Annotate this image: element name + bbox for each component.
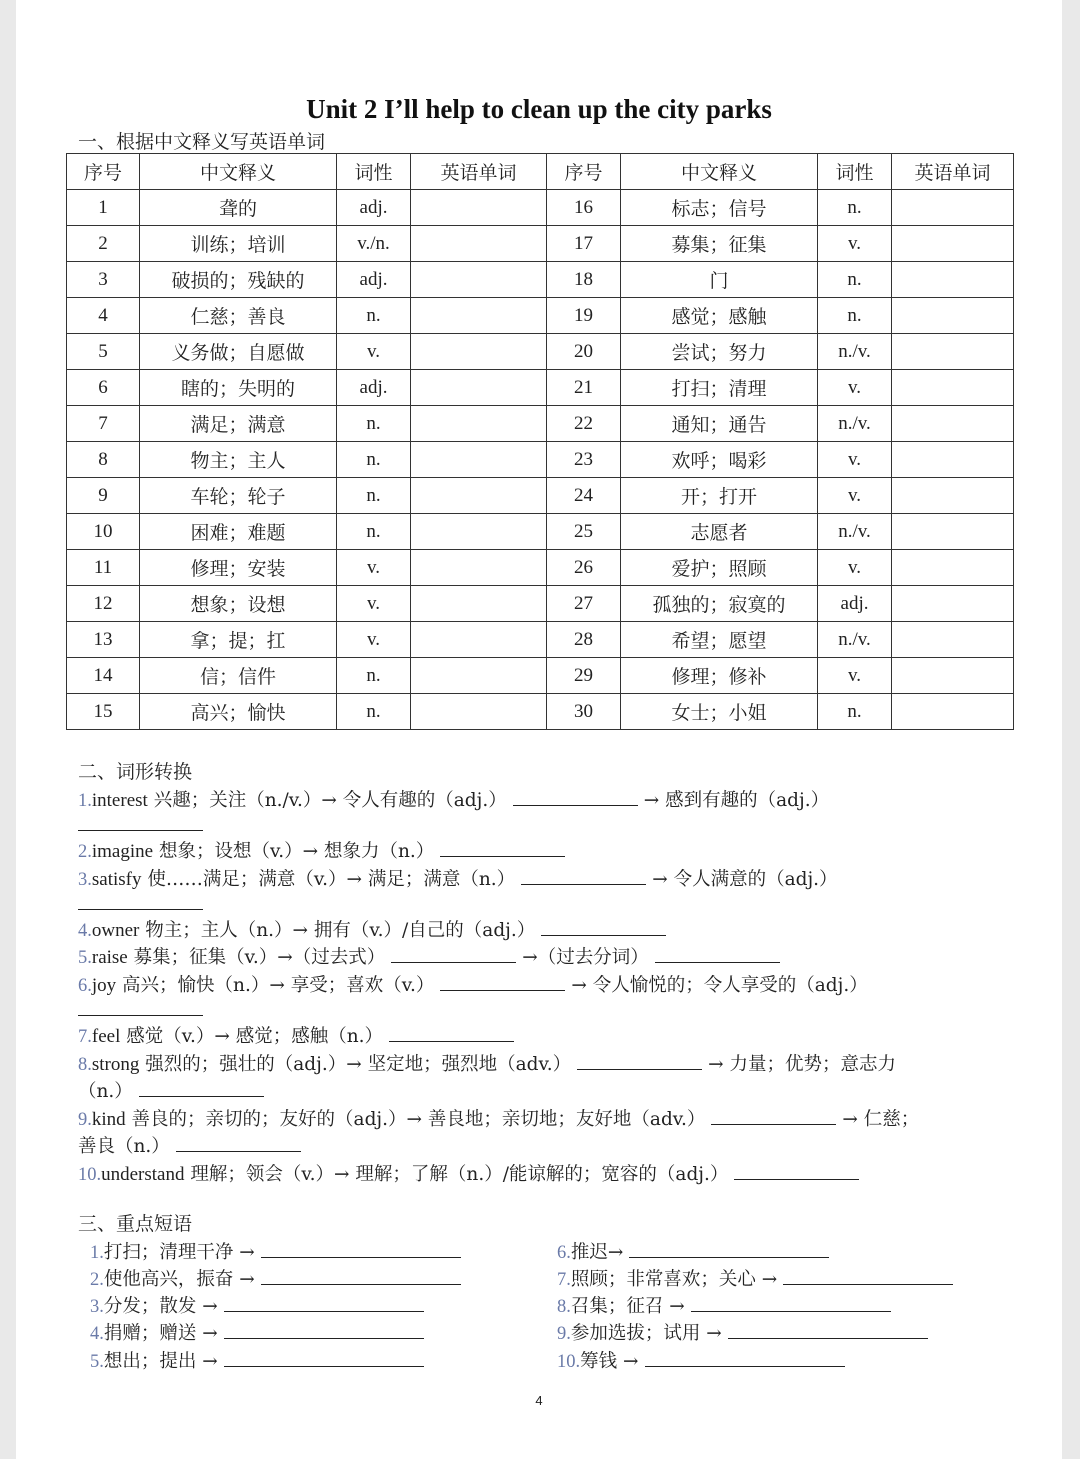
item-index: 2. [90, 1270, 104, 1290]
part-of-speech: n./v. [818, 514, 892, 550]
conversion-item-5 [78, 943, 786, 969]
row-number: 24 [547, 478, 621, 514]
english-word-answer[interactable] [411, 262, 547, 298]
item-text: 高兴；愉快（n.）→ 享受；喜欢（v.） [116, 975, 435, 996]
item-word: understand [101, 1164, 185, 1185]
item-word: imagine [91, 841, 154, 862]
answer-blank[interactable] [78, 999, 203, 1016]
english-word-answer[interactable] [411, 658, 547, 694]
row-number: 5 [67, 334, 140, 370]
phrase-item-2 [90, 1265, 467, 1291]
answer-blank[interactable] [711, 1108, 836, 1125]
english-word-answer[interactable] [411, 190, 547, 226]
row-number: 8 [67, 442, 140, 478]
item-word: strong [91, 1054, 140, 1075]
part-of-speech: n. [337, 442, 411, 478]
part-of-speech: n. [818, 298, 892, 334]
chinese-meaning: 高兴；愉快 [140, 694, 337, 730]
chinese-meaning: 仁慈；善良 [140, 298, 337, 334]
chinese-meaning: 打扫；清理 [621, 370, 818, 406]
item-text: → 令人满意的（adj.） [652, 869, 838, 890]
phrase-item-3 [90, 1292, 430, 1318]
chinese-meaning: 通知；通告 [621, 406, 818, 442]
table-row [67, 694, 1014, 730]
chinese-meaning: 修理；修补 [621, 658, 818, 694]
row-number: 29 [547, 658, 621, 694]
row-number: 14 [67, 658, 140, 694]
item-word: joy [91, 975, 117, 996]
row-number: 28 [547, 622, 621, 658]
item-word: feel [91, 1026, 121, 1047]
answer-blank[interactable] [78, 814, 203, 831]
part-of-speech: v. [337, 586, 411, 622]
english-word-answer[interactable] [411, 514, 547, 550]
item-text: 想象；设想（v.）→ 想象力（n.） [153, 841, 435, 862]
answer-blank[interactable] [261, 1268, 461, 1285]
english-word-answer[interactable] [892, 694, 1014, 730]
answer-blank[interactable] [629, 1241, 829, 1258]
row-number: 21 [547, 370, 621, 406]
part-of-speech: v. [818, 550, 892, 586]
part-of-speech: v. [337, 334, 411, 370]
table-row [67, 622, 1014, 658]
chinese-meaning: 信；信件 [140, 658, 337, 694]
answer-blank[interactable] [541, 919, 666, 936]
answer-blank[interactable] [440, 974, 565, 991]
phrase-item-4 [90, 1319, 430, 1345]
english-word-answer[interactable] [892, 478, 1014, 514]
conversion-item-2 [78, 837, 571, 863]
part-of-speech: v. [818, 370, 892, 406]
item-index: 5. [78, 948, 92, 968]
item-index: 6. [557, 1243, 571, 1263]
conversion-item-4 [78, 916, 672, 942]
conversion-item-8 [78, 1050, 896, 1076]
chinese-meaning: 训练；培训 [140, 226, 337, 262]
table-row [67, 298, 1014, 334]
english-word-answer[interactable] [892, 370, 1014, 406]
conversion-item-3 [78, 865, 838, 891]
phrase-text: 照顾；非常喜欢；关心 → [570, 1269, 778, 1290]
conversion-item-6 [78, 971, 868, 997]
answer-blank[interactable] [440, 840, 565, 857]
header-cell: 序号 [67, 154, 140, 190]
row-number: 9 [67, 478, 140, 514]
phrase-text: 筹钱 → [580, 1351, 639, 1372]
phrase-item-6 [557, 1238, 835, 1264]
chinese-meaning: 欢呼；喝彩 [621, 442, 818, 478]
english-word-answer[interactable] [892, 586, 1014, 622]
part-of-speech: n./v. [818, 406, 892, 442]
answer-blank[interactable] [78, 893, 203, 910]
chinese-meaning: 困难；难题 [140, 514, 337, 550]
item-index: 7. [557, 1270, 571, 1290]
item-index: 1. [90, 1243, 104, 1263]
english-word-answer[interactable] [411, 694, 547, 730]
row-number: 12 [67, 586, 140, 622]
english-word-answer[interactable] [411, 622, 547, 658]
item-text: → 力量；优势；意志力 [708, 1054, 897, 1075]
answer-blank[interactable] [389, 1025, 514, 1042]
answer-blank[interactable] [261, 1241, 461, 1258]
chinese-meaning: 瞎的；失明的 [140, 370, 337, 406]
row-number: 6 [67, 370, 140, 406]
part-of-speech: n. [818, 694, 892, 730]
row-number: 11 [67, 550, 140, 586]
answer-blank[interactable] [783, 1268, 953, 1285]
conversion-item-3-continued [78, 893, 209, 915]
part-of-speech: v. [818, 478, 892, 514]
item-text: → 仁慈； [842, 1109, 920, 1130]
english-word-answer[interactable] [892, 622, 1014, 658]
chinese-meaning: 女士；小姐 [621, 694, 818, 730]
phrase-text: 捐赠；赠送 → [103, 1323, 218, 1344]
item-text: 兴趣；关注（n./v.）→ 令人有趣的（adj.） [147, 790, 507, 811]
answer-blank[interactable] [645, 1350, 845, 1367]
part-of-speech: v. [818, 658, 892, 694]
english-word-answer[interactable] [411, 550, 547, 586]
answer-blank[interactable] [734, 1163, 859, 1180]
item-index: 10. [78, 1165, 102, 1185]
answer-blank[interactable] [655, 946, 780, 963]
item-word: raise [91, 947, 128, 968]
conversion-item-6-continued [78, 999, 209, 1021]
item-word: interest [91, 790, 148, 811]
item-index: 7. [78, 1027, 92, 1047]
item-index: 8. [557, 1297, 571, 1317]
row-number: 10 [67, 514, 140, 550]
chinese-meaning: 车轮；轮子 [140, 478, 337, 514]
english-word-answer[interactable] [411, 298, 547, 334]
row-number: 3 [67, 262, 140, 298]
english-word-answer[interactable] [411, 334, 547, 370]
item-text: →（过去分词） [522, 947, 649, 968]
table-row [67, 334, 1014, 370]
row-number: 16 [547, 190, 621, 226]
part-of-speech: n. [337, 514, 411, 550]
row-number: 17 [547, 226, 621, 262]
table-row [67, 190, 1014, 226]
row-number: 2 [67, 226, 140, 262]
header-cell: 序号 [547, 154, 621, 190]
part-of-speech: n./v. [818, 622, 892, 658]
row-number: 4 [67, 298, 140, 334]
item-word: owner [91, 920, 140, 941]
row-number: 20 [547, 334, 621, 370]
item-text: 募集；征集（v.）→（过去式） [127, 947, 386, 968]
row-number: 26 [547, 550, 621, 586]
chinese-meaning: 志愿者 [621, 514, 818, 550]
section1-heading: 一、根据中文释义写英语单词 [78, 131, 326, 153]
part-of-speech: n. [337, 406, 411, 442]
part-of-speech: v. [818, 442, 892, 478]
table-row [67, 442, 1014, 478]
part-of-speech: adj. [337, 190, 411, 226]
page-title: Unit 2 I’ll help to clean up the city parks [306, 94, 772, 124]
phrase-item-10 [557, 1347, 851, 1373]
table-row [67, 478, 1014, 514]
english-word-answer[interactable] [892, 550, 1014, 586]
chinese-meaning: 门 [621, 262, 818, 298]
phrase-item-5 [90, 1347, 430, 1373]
row-number: 13 [67, 622, 140, 658]
answer-blank[interactable] [224, 1295, 424, 1312]
chinese-meaning: 破损的；残缺的 [140, 262, 337, 298]
phrase-text: 推迟→ [570, 1242, 624, 1263]
item-index: 8. [78, 1055, 92, 1075]
chinese-meaning: 义务做；自愿做 [140, 334, 337, 370]
item-index: 4. [78, 921, 92, 941]
table-row [67, 406, 1014, 442]
item-index: 10. [557, 1352, 581, 1372]
item-text: 善良的；亲切的；友好的（adj.）→ 善良地；亲切地；友好地（adv.） [125, 1109, 706, 1130]
header-cell: 英语单词 [892, 154, 1014, 190]
row-number: 18 [547, 262, 621, 298]
chinese-meaning: 想象；设想 [140, 586, 337, 622]
answer-blank[interactable] [728, 1322, 928, 1339]
item-index: 1. [78, 791, 92, 811]
english-word-answer[interactable] [411, 226, 547, 262]
answer-blank[interactable] [691, 1295, 891, 1312]
conversion-item-1-continued [78, 814, 209, 836]
answer-blank[interactable] [224, 1350, 424, 1367]
row-number: 23 [547, 442, 621, 478]
english-word-answer[interactable] [411, 478, 547, 514]
chinese-meaning: 物主；主人 [140, 442, 337, 478]
phrase-text: 参加选拔；试用 → [570, 1323, 722, 1344]
chinese-meaning: 开；打开 [621, 478, 818, 514]
english-word-answer[interactable] [892, 262, 1014, 298]
item-index: 3. [90, 1297, 104, 1317]
table-row [67, 586, 1014, 622]
phrase-item-8 [557, 1292, 897, 1318]
english-word-answer[interactable] [411, 586, 547, 622]
english-word-answer[interactable] [892, 406, 1014, 442]
table-header-row [67, 154, 1014, 190]
chinese-meaning: 满足；满意 [140, 406, 337, 442]
chinese-meaning: 孤独的；寂寞的 [621, 586, 818, 622]
english-word-answer[interactable] [892, 442, 1014, 478]
chinese-meaning: 拿；提；扛 [140, 622, 337, 658]
part-of-speech: adj. [337, 262, 411, 298]
phrase-text: 想出；提出 → [103, 1351, 218, 1372]
row-number: 30 [547, 694, 621, 730]
item-text: 使……满足；满意（v.）→ 满足；满意（n.） [141, 869, 516, 890]
english-word-answer[interactable] [892, 334, 1014, 370]
row-number: 27 [547, 586, 621, 622]
phrase-text: 使他高兴，振奋 → [103, 1269, 255, 1290]
item-text: 理解；领会（v.）→ 理解；了解（n.）/能谅解的；宽容的（adj.） [184, 1164, 729, 1185]
phrase-item-7 [557, 1265, 959, 1291]
item-word: satisfy [91, 869, 142, 890]
chinese-meaning: 爱护；照顾 [621, 550, 818, 586]
table-row [67, 514, 1014, 550]
conversion-item-8-continued [78, 1077, 270, 1103]
chinese-meaning: 聋的 [140, 190, 337, 226]
chinese-meaning: 尝试；努力 [621, 334, 818, 370]
table-row [67, 370, 1014, 406]
part-of-speech: n. [818, 262, 892, 298]
table-row [67, 262, 1014, 298]
header-cell: 词性 [337, 154, 411, 190]
header-cell: 中文释义 [621, 154, 818, 190]
item-index: 4. [90, 1324, 104, 1344]
row-number: 19 [547, 298, 621, 334]
english-word-answer[interactable] [892, 298, 1014, 334]
phrase-item-9 [557, 1319, 934, 1345]
header-cell: 中文释义 [140, 154, 337, 190]
item-index: 9. [557, 1324, 571, 1344]
english-word-answer[interactable] [411, 406, 547, 442]
part-of-speech: adj. [337, 370, 411, 406]
item-index: 5. [90, 1352, 104, 1372]
conversion-item-7 [78, 1022, 520, 1048]
chinese-meaning: 感觉；感触 [621, 298, 818, 334]
item-index: 9. [78, 1110, 92, 1130]
answer-blank[interactable] [391, 946, 516, 963]
english-word-answer[interactable] [892, 658, 1014, 694]
row-number: 1 [67, 190, 140, 226]
item-text: 强烈的；强壮的（adj.）→ 坚定地；强烈地（adv.） [139, 1054, 572, 1075]
item-word: kind [91, 1109, 126, 1130]
english-word-answer[interactable] [892, 226, 1014, 262]
item-text: 感觉（v.）→ 感觉；感触（n.） [120, 1026, 384, 1047]
item-text: → 感到有趣的（adj.） [643, 790, 830, 811]
phrase-text: 分发；散发 → [103, 1296, 218, 1317]
header-cell: 词性 [818, 154, 892, 190]
phrase-text: 召集；征召 → [570, 1296, 685, 1317]
part-of-speech: n. [337, 478, 411, 514]
conversion-item-9-continued [78, 1132, 307, 1158]
chinese-meaning: 标志；信号 [621, 190, 818, 226]
item-index: 6. [78, 976, 92, 996]
part-of-speech: v./n. [337, 226, 411, 262]
item-index: 3. [78, 870, 92, 890]
part-of-speech: v. [337, 550, 411, 586]
conversion-item-1 [78, 786, 829, 812]
part-of-speech: n. [337, 694, 411, 730]
page-number: 4 [535, 1393, 543, 1408]
english-word-answer[interactable] [892, 514, 1014, 550]
part-of-speech: v. [337, 622, 411, 658]
answer-blank[interactable] [224, 1322, 424, 1339]
item-text: 善良（n.） [78, 1136, 170, 1157]
answer-blank[interactable] [577, 1053, 702, 1070]
part-of-speech: adj. [818, 586, 892, 622]
section3-heading: 三、重点短语 [78, 1213, 193, 1235]
part-of-speech: n. [818, 190, 892, 226]
vocab-table [66, 153, 1014, 730]
english-word-answer[interactable] [411, 442, 547, 478]
answer-blank[interactable] [176, 1135, 301, 1152]
row-number: 15 [67, 694, 140, 730]
table-row [67, 226, 1014, 262]
chinese-meaning: 募集；征集 [621, 226, 818, 262]
english-word-answer[interactable] [892, 190, 1014, 226]
row-number: 22 [547, 406, 621, 442]
table-row [67, 550, 1014, 586]
item-text: （n.） [78, 1081, 133, 1102]
answer-blank[interactable] [513, 789, 638, 806]
chinese-meaning: 修理；安装 [140, 550, 337, 586]
table-row [67, 658, 1014, 694]
row-number: 25 [547, 514, 621, 550]
conversion-item-9 [78, 1105, 919, 1131]
phrase-text: 打扫；清理干净 → [103, 1242, 255, 1263]
phrase-item-1 [90, 1238, 467, 1264]
part-of-speech: n. [337, 658, 411, 694]
part-of-speech: n. [337, 298, 411, 334]
answer-blank[interactable] [139, 1080, 264, 1097]
row-number: 7 [67, 406, 140, 442]
part-of-speech: n./v. [818, 334, 892, 370]
english-word-answer[interactable] [411, 370, 547, 406]
header-cell: 英语单词 [411, 154, 547, 190]
item-index: 2. [78, 842, 92, 862]
section2-heading: 二、词形转换 [78, 761, 193, 783]
conversion-item-10 [78, 1160, 865, 1186]
answer-blank[interactable] [521, 868, 646, 885]
part-of-speech: v. [818, 226, 892, 262]
item-text: 物主；主人（n.）→ 拥有（v.）/自己的（adj.） [139, 920, 536, 941]
chinese-meaning: 希望；愿望 [621, 622, 818, 658]
item-text: → 令人愉悦的；令人享受的（adj.） [571, 975, 868, 996]
